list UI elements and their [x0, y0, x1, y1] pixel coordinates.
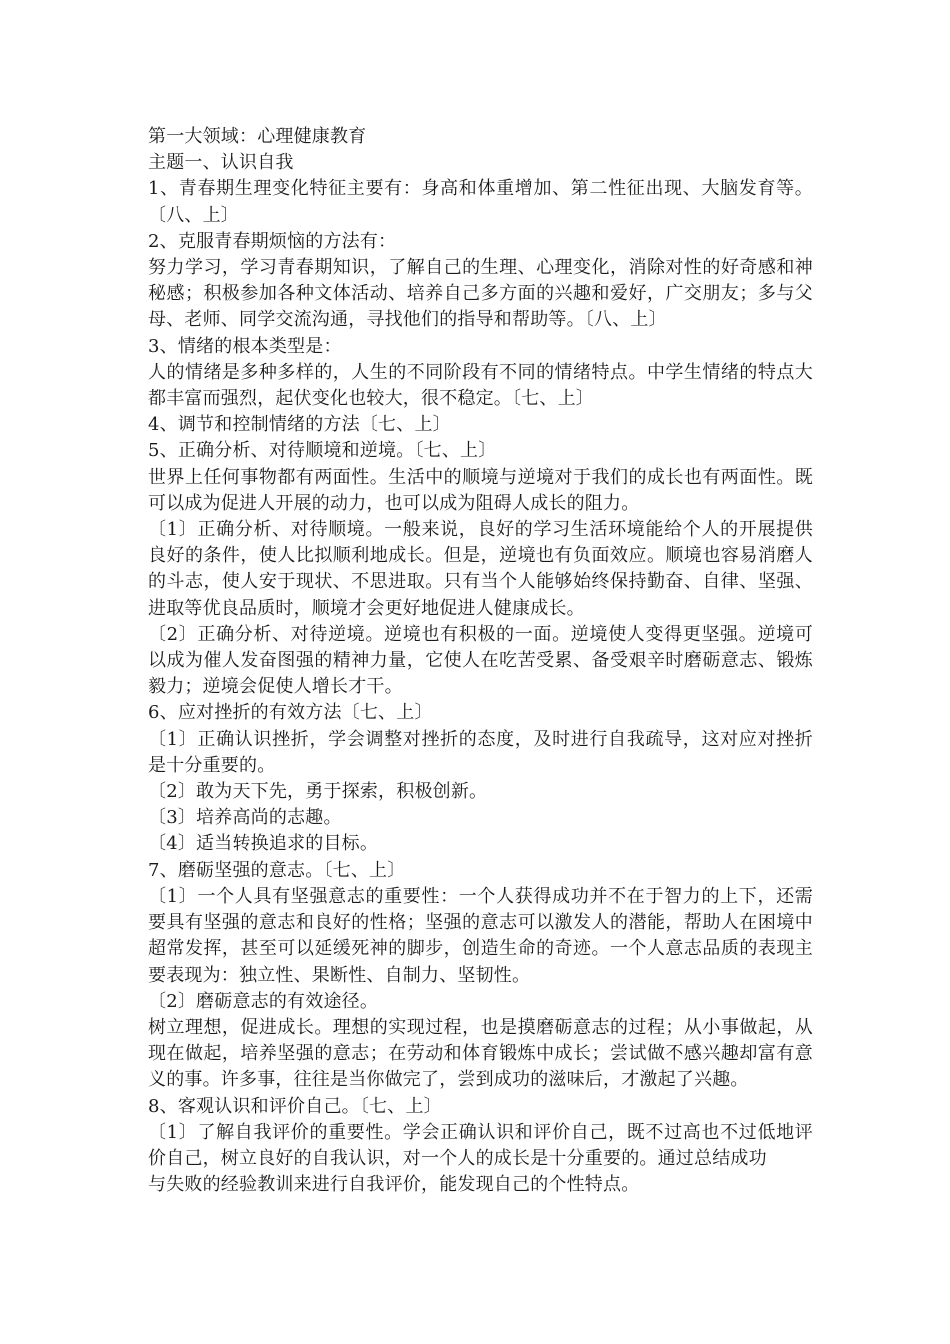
paragraph: 2、克服青春期烦恼的方法有： [148, 230, 397, 252]
paragraph: 努力学习，学习青春期知识，了解自己的生理、心理变化，消除对性的好奇感和神秘感；积极参加各种文体活动、培养自己多方面的兴趣和爱好，广交朋友；多与父母、老师、同学交流沟通，寻找他们的指导和帮助等。〔八、上〕 [148, 257, 813, 331]
paragraph: 〔2〕正确分析、对待逆境。逆境也有积极的一面。逆境使人变得更坚强。逆境可以成为催人发奋图强的精神力量，它使人在吃苦受累、备受艰辛时磨砺意志、锻炼毅力；逆境会促使人增长才干。 [148, 623, 813, 698]
paragraph: 4、调节和控制情绪的方法〔七、上〕 [148, 414, 451, 436]
paragraph: 〔1〕正确认识挫折，学会调整对挫折的态度，及时进行自我疏导，这对应对挫折是十分重要的。 [148, 728, 813, 776]
paragraph: 与失败的经验教训来进行自我评价，能发现自己的个性特点。 [148, 1174, 640, 1196]
paragraph: 〔2〕敢为天下先，勇于探索，积极创新。 [148, 781, 488, 803]
paragraph: 〔3〕培养高尚的志趣。 [148, 807, 342, 829]
paragraph: 世界上任何事物都有两面性。生活中的顺境与逆境对于我们的成长也有两面性。既可以成为促进人开展的动力，也可以成为阻碍人成长的阻力。 [148, 466, 813, 514]
paragraph: 〔4〕适当转换追求的目标。 [148, 833, 379, 855]
document-body [148, 124, 813, 1198]
paragraph: 1、青春期生理变化特征主要有：身高和体重增加、第二性征出现、大脑发育等。〔八、上〕 [148, 178, 813, 226]
paragraph: 〔2〕磨砺意志的有效途径。 [148, 990, 379, 1012]
paragraph: 5、正确分析、对待顺境和逆境。〔七、上〕 [148, 440, 497, 462]
paragraph: 〔1〕一个人具有坚强意志的重要性：一个人获得成功并不在于智力的上下，还需要具有坚强的意志和良好的性格；坚强的意志可以激发人的潜能，帮助人在困境中超常发挥，甚至可以延缓死神的脚步，创造生命的奇迹。一个人意志品质的表现主要表现为：独立性、果断性、自制力、坚韧性。 [148, 885, 813, 986]
document-title: 第一大领域：心理健康教育 [148, 126, 367, 147]
document-subtitle: 主题一、认识自我 [148, 152, 294, 174]
paragraph: 7、磨砺坚强的意志。〔七、上〕 [148, 859, 406, 881]
paragraph: 8、客观认识和评价自己。〔七、上〕 [148, 1095, 442, 1117]
paragraph: 〔1〕了解自我评价的重要性。学会正确认识和评价自己，既不过高也不过低地评价自己，树立良好的自我认识，对一个人的成长是十分重要的。通过总结成功 [148, 1121, 813, 1169]
paragraph: 〔1〕正确分析、对待顺境。一般来说，良好的学习生活环境能给个人的开展提供良好的条件，使人比拟顺利地成长。但是，逆境也有负面效应。顺境也容易消磨人的斗志，使人安于现状、不思进取。只有当个人能够始终保持勤奋、自律、坚强、进取等优良品质时，顺境才会更好地促进人健康成长。 [148, 519, 813, 619]
paragraph: 3、情绪的根本类型是： [148, 335, 342, 357]
paragraph: 树立理想，促进成长。理想的实现过程，也是摸磨砺意志的过程；从小事做起，从现在做起，培养坚强的意志；在劳动和体育锻炼中成长；尝试做不感兴趣却富有意义的事。许多事，往往是当你做完了，尝到成功的滋味后，才激起了兴趣。 [148, 1016, 813, 1091]
paragraph: 6、应对挫折的有效方法〔七、上〕 [148, 702, 433, 724]
paragraph: 人的情绪是多种多样的，人生的不同阶段有不同的情绪特点。中学生情绪的特点大都丰富而强烈，起伏变化也较大，很不稳定。〔七、上〕 [148, 361, 813, 410]
